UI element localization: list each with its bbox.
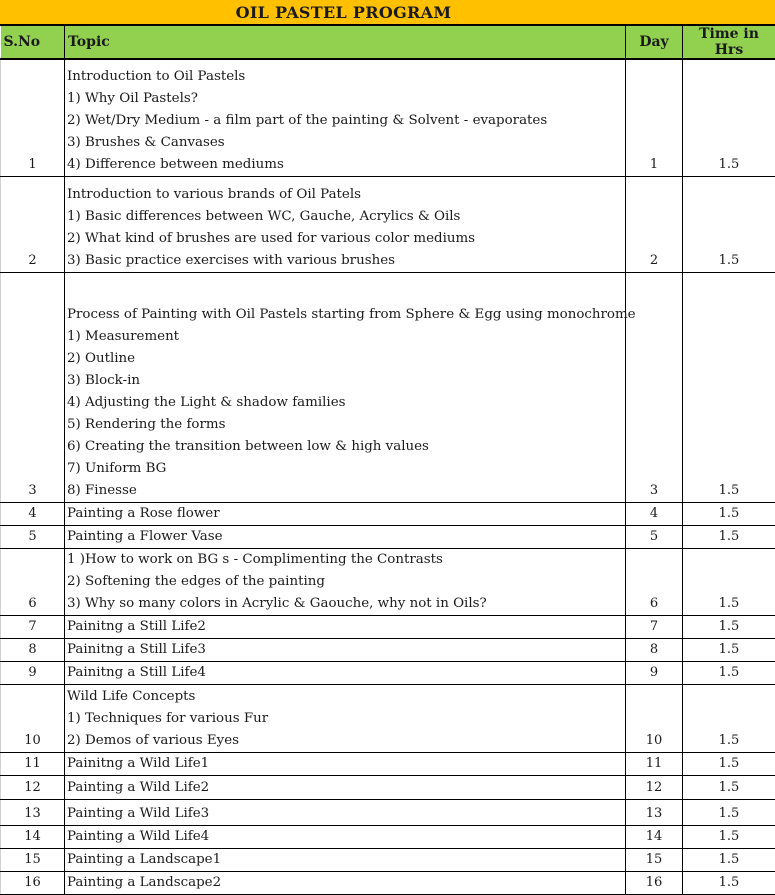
topic-line: Painting a Flower Vase xyxy=(67,526,623,548)
cell-topic xyxy=(65,799,626,825)
table-row xyxy=(1,548,775,615)
cell-time: 1.5 xyxy=(683,752,775,775)
topic-line: Painting a Wild Life4 xyxy=(67,826,623,848)
cell-topic xyxy=(65,775,626,799)
table-row xyxy=(1,638,775,661)
column-header-time: Time in Hrs xyxy=(683,26,775,59)
cell-day: 2 xyxy=(626,176,683,272)
topic-line xyxy=(67,282,623,304)
cell-time: 1.5 xyxy=(683,615,775,638)
topic-line: 1 )How to work on BG s - Complimenting the Contrasts xyxy=(67,549,623,571)
cell-sno: 7 xyxy=(1,615,65,638)
cell-time: 1.5 xyxy=(683,176,775,272)
cell-sno: 10 xyxy=(1,684,65,752)
cell-topic xyxy=(65,661,626,684)
cell-time: 1.5 xyxy=(683,272,775,502)
topic-line: 3) Brushes & Canvases xyxy=(67,132,623,154)
topic-line: Painitng a Still Life2 xyxy=(67,616,623,638)
topic-line: Process of Painting with Oil Pastels starting from Sphere & Egg using monochrome xyxy=(67,304,623,326)
cell-day: 5 xyxy=(626,525,683,548)
table-row xyxy=(1,848,775,871)
topic-line: Painitng a Wild Life1 xyxy=(67,753,623,775)
table-row xyxy=(1,661,775,684)
cell-time: 1.5 xyxy=(683,684,775,752)
topic-line: 2) Wet/Dry Medium - a film part of the painting & Solvent - evaporates xyxy=(67,110,623,132)
cell-time: 1.5 xyxy=(683,825,775,848)
cell-topic xyxy=(65,525,626,548)
table-row xyxy=(1,272,775,502)
cell-sno: 3 xyxy=(1,272,65,502)
topic-line: 7) Uniform BG xyxy=(67,458,623,480)
cell-sno: 11 xyxy=(1,752,65,775)
table-row xyxy=(1,825,775,848)
cell-sno: 2 xyxy=(1,176,65,272)
header-row xyxy=(1,26,775,59)
topic-line: 4) Difference between mediums xyxy=(67,154,623,176)
topic-line: 1) Techniques for various Fur xyxy=(67,708,623,730)
cell-sno: 15 xyxy=(1,848,65,871)
cell-topic xyxy=(65,825,626,848)
topic-line: 3) Block-in xyxy=(67,370,623,392)
cell-day: 9 xyxy=(626,661,683,684)
table-row xyxy=(1,525,775,548)
cell-day: 14 xyxy=(626,825,683,848)
cell-topic xyxy=(65,752,626,775)
cell-day: 4 xyxy=(626,502,683,525)
table-row xyxy=(1,176,775,272)
cell-sno: 1 xyxy=(1,59,65,176)
topic-line: Painting a Rose flower xyxy=(67,503,623,525)
cell-time: 1.5 xyxy=(683,848,775,871)
cell-topic xyxy=(65,615,626,638)
table-row xyxy=(1,799,775,825)
topic-line: 1) Measurement xyxy=(67,326,623,348)
cell-day: 16 xyxy=(626,871,683,894)
topic-line: Painting a Landscape1 xyxy=(67,849,623,871)
table-row xyxy=(1,684,775,752)
cell-day: 10 xyxy=(626,684,683,752)
topic-line: 5) Rendering the forms xyxy=(67,414,623,436)
cell-topic xyxy=(65,502,626,525)
topic-line: Painting a Wild Life3 xyxy=(67,803,623,825)
topic-line: Painting a Wild Life2 xyxy=(67,777,623,799)
cell-day: 7 xyxy=(626,615,683,638)
column-header-sno: S.No xyxy=(1,26,65,59)
topic-line: Painitng a Still Life4 xyxy=(67,662,623,684)
cell-time: 1.5 xyxy=(683,502,775,525)
cell-day: 3 xyxy=(626,272,683,502)
table-body xyxy=(1,59,775,894)
table-row xyxy=(1,502,775,525)
cell-time: 1.5 xyxy=(683,525,775,548)
cell-topic xyxy=(65,548,626,615)
cell-day: 6 xyxy=(626,548,683,615)
cell-sno: 5 xyxy=(1,525,65,548)
cell-day: 1 xyxy=(626,59,683,176)
cell-topic xyxy=(65,848,626,871)
cell-sno: 14 xyxy=(1,825,65,848)
cell-time: 1.5 xyxy=(683,638,775,661)
cell-time: 1.5 xyxy=(683,775,775,799)
cell-time: 1.5 xyxy=(683,799,775,825)
cell-sno: 13 xyxy=(1,799,65,825)
cell-time: 1.5 xyxy=(683,59,775,176)
cell-time: 1.5 xyxy=(683,871,775,894)
cell-sno: 6 xyxy=(1,548,65,615)
topic-line: 1) Basic differences between WC, Gauche, Acrylics & Oils xyxy=(67,206,623,228)
topic-line: 2) Softening the edges of the painting xyxy=(67,571,623,593)
cell-topic xyxy=(65,684,626,752)
cell-time: 1.5 xyxy=(683,661,775,684)
table-row xyxy=(1,752,775,775)
cell-topic xyxy=(65,638,626,661)
cell-day: 8 xyxy=(626,638,683,661)
cell-sno: 9 xyxy=(1,661,65,684)
topic-line: 2) Demos of various Eyes xyxy=(67,730,623,752)
cell-day: 13 xyxy=(626,799,683,825)
column-header-day: Day xyxy=(626,26,683,59)
topic-line: Painitng a Still Life3 xyxy=(67,639,623,661)
cell-topic xyxy=(65,59,626,176)
topic-line: 1) Why Oil Pastels? xyxy=(67,88,623,110)
column-header-topic: Topic xyxy=(65,26,626,59)
topic-line: Introduction to various brands of Oil Patels xyxy=(67,184,623,206)
topic-line: 4) Adjusting the Light & shadow families xyxy=(67,392,623,414)
title-bar xyxy=(0,0,775,26)
cell-sno: 16 xyxy=(1,871,65,894)
program-table xyxy=(0,26,775,895)
table-row xyxy=(1,871,775,894)
cell-time: 1.5 xyxy=(683,548,775,615)
table-row xyxy=(1,775,775,799)
page-title: OIL PASTEL PROGRAM xyxy=(236,3,452,22)
topic-line: 3) Why so many colors in Acrylic & Gaouche, why not in Oils? xyxy=(67,593,623,615)
cell-topic xyxy=(65,272,626,502)
cell-topic xyxy=(65,871,626,894)
table-row xyxy=(1,615,775,638)
cell-topic xyxy=(65,176,626,272)
topic-line: Painting a Landscape2 xyxy=(67,872,623,894)
cell-sno: 12 xyxy=(1,775,65,799)
cell-day: 15 xyxy=(626,848,683,871)
table-row xyxy=(1,59,775,176)
topic-line: 8) Finesse xyxy=(67,480,623,502)
topic-line: 6) Creating the transition between low & high values xyxy=(67,436,623,458)
topic-line: 2) Outline xyxy=(67,348,623,370)
topic-line: Wild Life Concepts xyxy=(67,686,623,708)
topic-line: Introduction to Oil Pastels xyxy=(67,66,623,88)
topic-line: 3) Basic practice exercises with various brushes xyxy=(67,250,623,272)
cell-day: 12 xyxy=(626,775,683,799)
cell-sno: 4 xyxy=(1,502,65,525)
cell-day: 11 xyxy=(626,752,683,775)
topic-line: 2) What kind of brushes are used for various color mediums xyxy=(67,228,623,250)
cell-sno: 8 xyxy=(1,638,65,661)
